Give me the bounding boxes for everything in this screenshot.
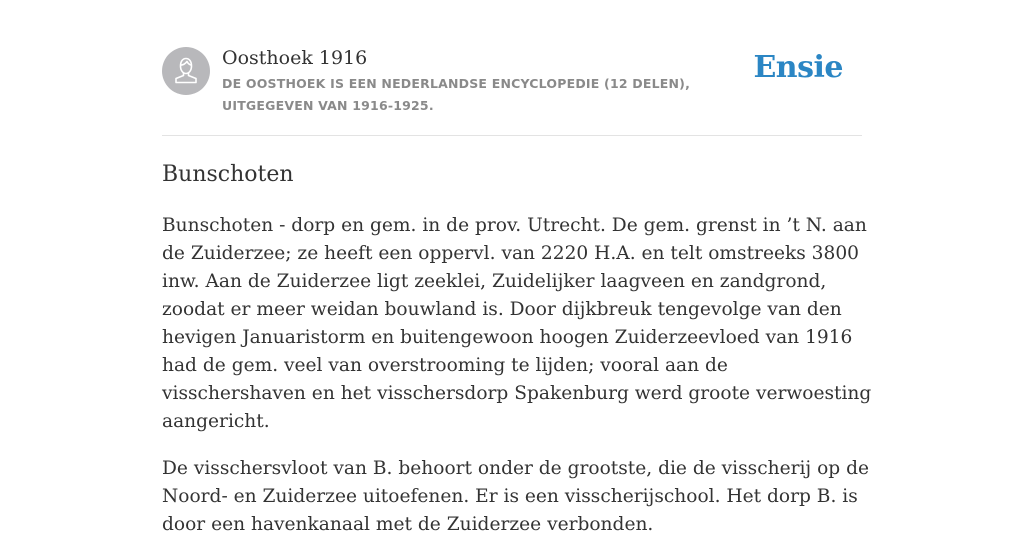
source-description: DE OOSTHOEK IS EEN NEDERLANDSE ENCYCLOPEDIE (12 DELEN), UITGEGEVEN VAN 1916-1925. bbox=[222, 76, 691, 113]
source-info bbox=[222, 46, 762, 117]
user-avatar-icon[interactable] bbox=[162, 47, 210, 95]
entry-paragraph: De visschersvloot van B. behoort onder de grootste, die de visscherij op de Noord- en Zuiderzee uitoefenen. Er is een visscherijschool. Het dorp B. is door een havenkanaal met de Zuiderzee verbonden. bbox=[162, 458, 870, 535]
source-title[interactable]: Oosthoek 1916 bbox=[222, 47, 368, 69]
entry-paragraph: Bunschoten - dorp en gem. in de prov. Utrecht. De gem. grenst in ’t N. aan de Zuiderzee; ze heeft een oppervl. van 2220 H.A. en telt omstreeks 3800 inw. Aan de Zuiderzee ligt zeeklei, Zuidelijker laagveen en zandgrond, zoodat er meer weidan bouwland is. Door dijkbreuk tengevolge van den hevigen Januaristorm en buitengewoon hoogen Zuiderzeevloed van 1916 had de gem. veel van overstrooming te lijden; vooral aan de visschershaven en het visschersdorp Spakenburg werd groote verwoesting aangericht. bbox=[162, 215, 872, 432]
header-divider bbox=[162, 135, 862, 136]
entry-body bbox=[162, 212, 872, 558]
entry-title: Bunschoten bbox=[162, 162, 294, 187]
ensie-logo[interactable]: Ensie bbox=[753, 50, 843, 85]
source-header bbox=[162, 46, 862, 116]
